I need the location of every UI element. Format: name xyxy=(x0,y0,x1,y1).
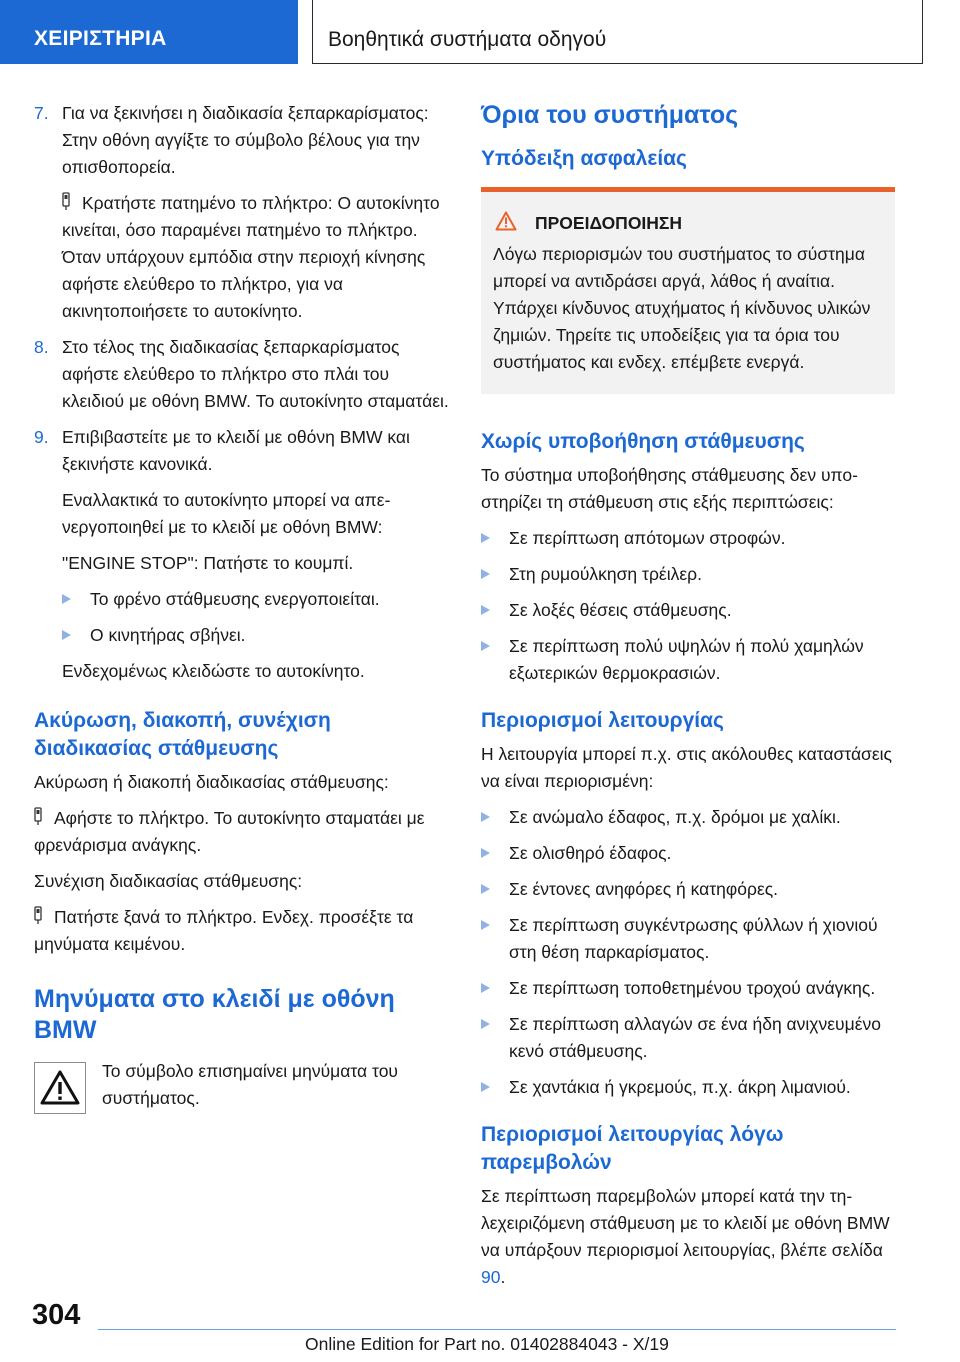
list-item: Σε περίπτωση πολύ υψηλών ή πολύ χαμηλών εξωτερικών θερμοκρασιών. xyxy=(481,633,895,687)
warning-box xyxy=(481,187,895,394)
warning-triangle-icon xyxy=(495,211,517,239)
triangle-bullet-icon xyxy=(481,884,490,894)
warning-label: ΠΡΟΕΙΔΟΠΟΙΗΣΗ xyxy=(493,210,883,237)
list-item: Σε έντονες ανηφόρες ή κατηφόρες. xyxy=(481,876,895,903)
page-reference-link[interactable]: 90 xyxy=(481,1267,501,1287)
step-8 xyxy=(34,334,449,415)
cancel-p1: Ακύρωση ή διακοπή διαδικασίας στάθμευσης: xyxy=(34,772,389,792)
triangle-bullet-icon xyxy=(481,920,490,930)
list-item: Σε περίπτωση απότομων στροφών. xyxy=(481,525,895,552)
warning-triangle-icon xyxy=(34,1062,86,1114)
list-item: Σε ολισθηρό έδαφος. xyxy=(481,840,895,867)
step-number: 7. xyxy=(34,103,49,123)
list-item: Σε περίπτωση συγκέντρωσης φύλλων ή χιονιού στη θέση παρκαρίσματος. xyxy=(481,912,895,966)
footer-divider xyxy=(98,1329,896,1330)
list-item: Σε ανώμαλο έδαφος, π.χ. δρόμοι με χαλίκι. xyxy=(481,804,895,831)
step-7 xyxy=(34,100,449,181)
edition-note: Online Edition for Part no. 01402884043 - X/19 xyxy=(305,1334,669,1354)
messages-heading: Μηνύματα στο κλειδί με οθόνη BMW xyxy=(34,985,395,1044)
step-9-end: Ενδεχομένως κλειδώστε το αυτοκίνητο. xyxy=(62,661,365,681)
safety-heading: Υπόδειξη ασφαλείας xyxy=(481,147,687,170)
limits-heading: Περιορισμοί λειτουργίας xyxy=(481,709,724,732)
step-text: Για να ξεκινήσει η διαδικασία ξεπαρκαρίσματος: Στην οθόνη αγγίξτε το σύμβολο βέλους για την οπισθοπορεία. xyxy=(62,103,429,177)
step-9-alt: Εναλλακτικά το αυτοκίνητο μπορεί να απενεργοποιηθεί με το κλειδί με οθόνη BMW: xyxy=(62,490,391,537)
cancel-p3: Συνέχιση διαδικασίας στάθμευσης: xyxy=(34,871,303,891)
list-item: Το φρένο στάθμευσης ενεργοποιείται. xyxy=(62,586,449,613)
interference-text: Σε περίπτωση παρεμβολών μπορεί κατά την τηλεχειριζόμενη στάθμευση με το κλειδί με οθόνη BMW να υπάρξουν περιορισμοί λειτουργίας, βλέπε σελίδα 90. xyxy=(481,1186,890,1287)
cancel-p2: Αφήστε το πλήκτρο. Το αυτοκίνητο σταματάει με φρενάρισμα ανάγκης. xyxy=(34,808,425,855)
list-item: Στη ρυμούλκηση τρέιλερ. xyxy=(481,561,895,588)
triangle-bullet-icon xyxy=(481,533,490,543)
left-column xyxy=(34,100,449,1112)
triangle-bullet-icon xyxy=(481,1019,490,1029)
section-tab: ΧΕΙΡΙΣΤΗΡΙΑ xyxy=(0,0,298,64)
key-button-icon xyxy=(62,192,72,211)
cancel-heading: Ακύρωση, διακοπή, συνέχιση διαδικασίας στάθμευσης xyxy=(34,709,331,760)
messages-text: Το σύμβολο επισημαίνει μηνύματα του συστήματος. xyxy=(102,1061,398,1108)
step-text: Επιβιβαστείτε με το κλειδί με οθόνη BMW και ξεκινήστε κανονικά. xyxy=(62,427,410,474)
page-number: 304 xyxy=(32,1299,81,1331)
triangle-bullet-icon xyxy=(481,983,490,993)
list-item: Ο κινητήρας σβήνει. xyxy=(62,622,449,649)
cancel-p4: Πατήστε ξανά το πλήκτρο. Ενδεχ. προσέξτε τα μηνύματα κειμένου. xyxy=(34,907,414,954)
step-9-engine: "ENGINE STOP": Πατήστε το κουμπί. xyxy=(62,553,354,573)
triangle-bullet-icon xyxy=(481,812,490,822)
limits-intro: Η λειτουργία μπορεί π.χ. στις ακόλουθες καταστάσεις να είναι περιορισμένη: xyxy=(481,744,892,791)
warning-text: Λόγω περιορισμών του συστήματος το σύστημα μπορεί να αντιδράσει αργά, λάθος ή αναίτια. Υπάρχει κίνδυνος ατυχήματος ή κίνδυνος υλικών ζημιών. Τηρείτε τις υποδείξεις για τα όρια του συστήματος και ενδεχ. επέμβετε ενεργά. xyxy=(493,244,871,372)
key-button-icon xyxy=(34,807,44,826)
triangle-bullet-icon xyxy=(481,605,490,615)
messages-row xyxy=(34,1058,449,1112)
triangle-bullet-icon xyxy=(62,594,71,604)
step-7-sub xyxy=(34,190,449,325)
interference-heading: Περιορισμοί λειτουργίας λόγω παρεμβολών xyxy=(481,1123,784,1174)
triangle-bullet-icon xyxy=(62,630,71,640)
step-number: 8. xyxy=(34,337,49,357)
triangle-bullet-icon xyxy=(481,848,490,858)
triangle-bullet-icon xyxy=(481,569,490,579)
key-button-icon xyxy=(34,906,44,925)
step-number: 9. xyxy=(34,427,49,447)
list-item: Σε χαντάκια ή γκρεμούς, π.χ. άκρη λιμανιού. xyxy=(481,1074,895,1101)
step-sub-text: Κρατήστε πατημένο το πλήκτρο: Ο αυτοκίνητο κινείται, όσο παραμένει πατημένο το πλήκτρο. Όταν υπάρχουν εμπόδια στην περιοχή κίνησης αφήστε ελεύθερο το πλήκτρο, για να ακινητοποιήσετε το αυτοκίνητο. xyxy=(62,193,440,321)
no-assist-intro: Το σύστημα υποβοήθησης στάθμευσης δεν υποστηρίζει τη στάθμευση στις εξής περιπτώσεις: xyxy=(481,465,858,512)
step-text: Στο τέλος της διαδικασίας ξεπαρκαρίσματος αφήστε ελεύθερο το πλήκτρο στο πλάι του κλειδιού με οθόνη BMW. Το αυτοκίνητο σταματάει. xyxy=(62,337,449,411)
no-assist-heading: Χωρίς υποβοήθηση στάθμευσης xyxy=(481,430,805,453)
triangle-bullet-icon xyxy=(481,1082,490,1092)
chapter-title: Βοηθητικά συστήματα οδηγού xyxy=(312,0,923,64)
list-item: Σε περίπτωση αλλαγών σε ένα ήδη ανιχνευμένο κενό στάθμευσης. xyxy=(481,1011,895,1065)
limits-main-heading: Όρια του συστήματος xyxy=(481,101,739,129)
right-column xyxy=(481,100,895,1300)
step-9 xyxy=(34,424,449,478)
list-item: Σε λοξές θέσεις στάθμευσης. xyxy=(481,597,895,624)
list-item: Σε περίπτωση τοποθετημένου τροχού ανάγκης. xyxy=(481,975,895,1002)
triangle-bullet-icon xyxy=(481,641,490,651)
